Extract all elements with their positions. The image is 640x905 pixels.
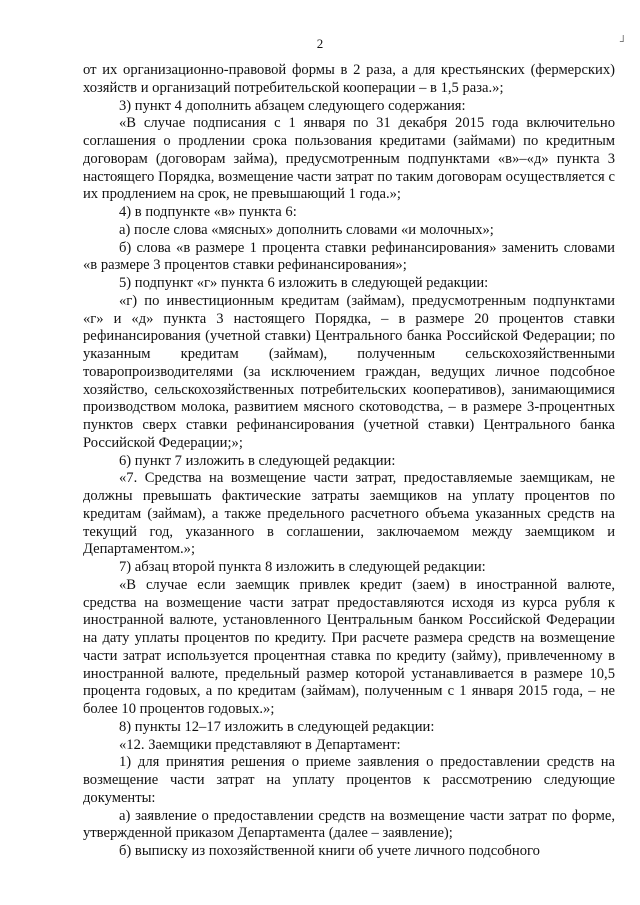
paragraph: «В случае если заемщик привлек кредит (заем) в иностранной валюте, средства на возмещение части затрат предоставляются исходя из курса рубля к иностранной валюте, установленного Центральным банком Российской Федерации на дату уплаты процентов по кредиту. При расчете размера средств на возмещение части затрат используется процентная ставка по кредиту (займу), привлеченному в иностранной валюте, предельный размер которой устанавливается в размере 10,5 процента годовых, а по кредитам (займам), полученным с 1 января 2015 года, – не более 10 процентов годовых.»; (83, 576, 615, 717)
paragraph: «12. Заемщики представляют в Департамент: (119, 736, 401, 753)
corner-mark: ¬ (614, 34, 631, 43)
paragraph: б) слова «в размере 1 процента ставки рефинансирования» заменить словами «в размере 3 процентов ставки рефинансирования»; (83, 239, 615, 274)
paragraph: «г) по инвестиционным кредитам (займам), предусмотренным подпунктами «г» и «д» пункта 3 настоящего Порядка, – в размере 20 процентов ставки рефинансирования (учетной ставки) Центрального банка Российской Федерации; по указанным кредитам (займам), полученным сельскохозяйственными товаропроизводителями (за исключением граждан, ведущих личное подсобное хозяйство, сельскохозяйственных потребительских кооперативов), занимающимися производством молока, развитием мясного скотоводства, – в размере 3-процентных пунктов сверх ставки рефинансирования (учетной ставки) Центрального банка Российской Федерации;»; (83, 292, 615, 451)
paragraph: 8) пункты 12–17 изложить в следующей редакции: (119, 718, 435, 735)
paragraph: 6) пункт 7 изложить в следующей редакции: (119, 452, 396, 469)
page-number: 2 (316, 36, 324, 51)
paragraph: от их организационно-правовой формы в 2 раза, а для крестьянских (фермерских) хозяйств и организаций потребительской кооперации – в 1,5 раза.»; (83, 62, 615, 96)
paragraph: 7) абзац второй пункта 8 изложить в следующей редакции: (119, 559, 486, 575)
paragraph: а) заявление о предоставлении средств на возмещение части затрат по форме, утвержденной приказом Департамента (далее – заявление); (83, 807, 615, 842)
paragraph: 5) подпункт «г» пункта 6 изложить в следующей редакции: (119, 275, 489, 291)
paragraph: 1) для принятия решения о приеме заявления о предоставлении средств на возмещение части затрат на уплату процентов к рассмотрению следующие документы: (83, 754, 615, 806)
paragraph: а) после слова «мясных» дополнить словами «и молочных»; (119, 221, 494, 238)
document-body (83, 62, 615, 861)
paragraph: 4) в подпункте «в» пункта 6: (119, 204, 297, 220)
paragraph: б) выписку из похозяйственной книги об учете личного подсобного (119, 843, 540, 859)
paragraph: «В случае подписания с 1 января по 31 декабря 2015 года включительно соглашения о продлении срока пользования кредитами (займами) по кредитным договорам (договорам займа), предусмотренным подпунктами «в»–«д» пункта 3 настоящего Порядка, возмещение части затрат по таким договорам осуществляется с их продлением на срок, не превышающий 1 года.»; (83, 115, 615, 203)
paragraph: 3) пункт 4 дополнить абзацем следующего содержания: (119, 97, 466, 114)
paragraph: «7. Средства на возмещение части затрат, предоставляемые заемщикам, не должны превышать фактические затраты заемщиков на уплату процентов по кредитам (займам), а также предельного расчетного объема указанных средств на текущий год, указанного в соглашении, заключаемом между заемщиком и Департаментом.»; (83, 470, 615, 558)
